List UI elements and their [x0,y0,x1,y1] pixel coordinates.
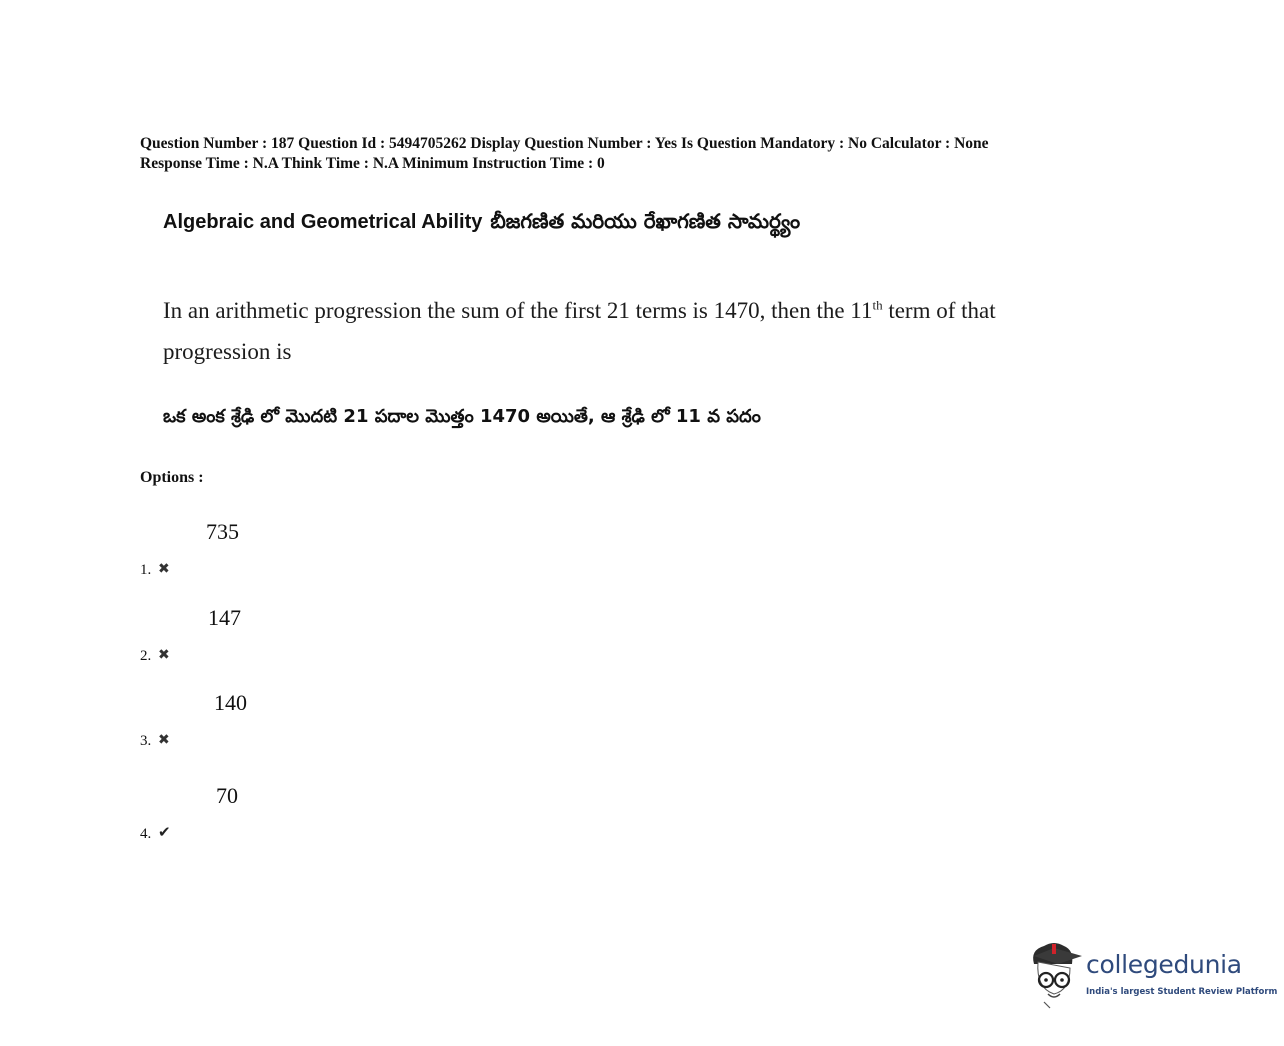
option-number: 3. [140,733,152,749]
question-metadata [140,134,989,174]
section-title-telugu: బీజగణిత మరియు రేఖాగణిత సామర్థ్యం [490,209,801,233]
question-text-part-2: term of that progression is [163,298,996,364]
cross-icon: ✖ [158,561,170,577]
collegedunia-logo [1024,938,1278,1010]
option-1 [140,519,440,579]
question-text-telugu: ఒక అంక శ్రేఢి లో మొదటి 21 పదాల మొత్తం 1470 అయితే, ఆ శ్రేఢి లో 11 వ పదం [163,406,761,427]
question-text-english [163,290,1023,372]
mascot-icon [1024,938,1086,1010]
metadata-line-2: Response Time : N.A Think Time : N.A Minimum Instruction Time : 0 [140,155,605,172]
option-value: 735 [206,519,239,544]
logo-brand-name: collegedunia [1086,950,1242,979]
metadata-line-1: Question Number : 187 Question Id : 5494705262 Display Question Number : Yes Is Question Mandatory : No Calculator : None [140,135,989,152]
cross-icon: ✖ [158,647,170,663]
option-number: 2. [140,648,152,664]
option-number: 1. [140,562,152,578]
option-value: 140 [214,690,247,715]
option-3 [140,690,440,750]
options-label: Options : [140,469,204,486]
ordinal-suffix: th [872,297,883,313]
option-4 [140,783,440,843]
cross-icon: ✖ [158,732,170,748]
option-number: 4. [140,826,152,842]
option-value: 147 [208,605,241,630]
section-title-english: Algebraic and Geometrical Ability [163,211,483,233]
logo-tagline: India's largest Student Review Platform [1086,987,1278,997]
option-value: 70 [216,783,238,808]
option-2 [140,605,440,665]
section-title [163,209,800,238]
question-text-part-1: In an arithmetic progression the sum of the first 21 terms is 1470, then the 11 [163,298,873,323]
check-icon: ✔ [158,823,171,841]
